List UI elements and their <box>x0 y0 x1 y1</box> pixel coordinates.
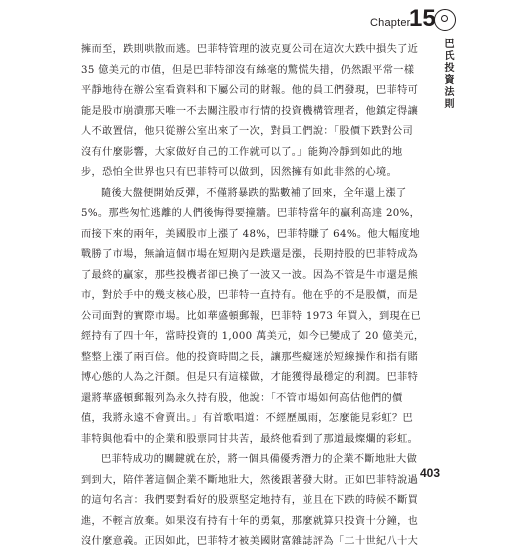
side-tab-char: 法 <box>444 87 455 98</box>
text-line: 能是股市崩潰那天唯一不去關注股市行情的投資機構管理者，他鎮定得讓 <box>81 105 419 117</box>
text-line: 菲特與他看中的企業和股票同甘共苦，最終他看到了那道最燦爛的彩虹。 <box>81 433 419 445</box>
page-number: 403 <box>420 466 441 480</box>
side-tab-char: 資 <box>444 75 455 86</box>
text-line: 到到大，陪伴著這個企業不斷地壯大，然後跟著發大財。正如巴菲特說過 <box>81 474 419 486</box>
text-line: 沒有什麼影響，大家做好自己的工作就可以了。」能夠冷靜到如此的地 <box>81 146 403 158</box>
text-line: 人不敢置信，他只從辦公室出來了一次，對員工們說：「股價下跌對公司 <box>81 126 414 137</box>
chapter-number: 15 <box>409 5 436 32</box>
paragraph-first-line: 隨後大盤便開始反彈，不僅將暴跌的點數補了回來，全年還上漲了 <box>101 187 407 199</box>
text-line: 博心態的人為之汗顏。但是只有這樣做，才能獲得最穩定的利潤。巴菲特 <box>81 372 419 383</box>
text-line: 的這句名言：我們要對看好的股票堅定地持有，並且在下跌的時候不斷買 <box>81 495 419 506</box>
text-line: 戰勝了市場，無論這個市場在短期內是跌還是漲，長期持股的巴菲特成為 <box>81 249 419 260</box>
chapter-label: Chapter <box>370 17 411 29</box>
text-line: 經持有了四十年，當時投資的 1,000 萬美元，如今已變成了 20 億美元， <box>81 331 425 342</box>
text-line: 35 億美元的市值，但是巴菲特卻沒有絲毫的驚慌失措，仍然跟平常一樣 <box>81 64 415 76</box>
text-line: 5%。那些匆忙逃離的人們後悔得要撞牆。巴菲特當年的贏利高達 20%， <box>81 208 421 219</box>
text-line: 還將華盛頓郵報列為永久持有股，他說：「不管市場如何高估他們的價 <box>81 392 403 404</box>
text-line: 擁而至，跌則哄散而逃。巴菲特管理的波克夏公司在這次大跌中損失了近 <box>81 44 419 55</box>
text-line: 值，我將永遠不會賣出。」有首歌唱道：不經歷風雨，怎麼能見彩虹？巴 <box>81 413 414 424</box>
text-line: 公司面對的實際市場。比如華盛頓郵報，巴菲特 1973 年買入，到現在已 <box>81 310 422 322</box>
text-line: 平靜地待在辦公室看資料和下屬公司的財報。他的員工們發現，巴菲特可 <box>81 85 419 96</box>
text-line: 步，恐怕全世界也只有巴菲特可以做到，因然擁有如此非然的心境。 <box>81 167 398 178</box>
side-tab-char: 巴 <box>444 39 455 50</box>
text-line: 進，不輕言放棄。如果沒有持有十年的勇氣，那麼就算只投資十分鐘，也 <box>81 515 419 527</box>
paragraph-first-line: 巴菲特成功的關鍵就在於，將一個具備優秀潛力的企業不斷地壯大做 <box>101 454 418 465</box>
text-line: 而接下來的兩年，美國股市上漲了 48%，巴菲特賺了 64%。他大幅度地 <box>81 228 421 240</box>
text-line: 了最終的贏家，那些投機者卻已換了一波又一波。因為不管是牛市還是熊 <box>81 269 419 281</box>
text-line: 整整上漲了兩百倍。他的投資時間之長，讓那些癡迷於短線操作和指有賭 <box>81 351 419 363</box>
chapter-circle-icon <box>434 9 456 31</box>
text-line: 市，對於手中的幾支核心股，巴菲特一直持有。他在乎的不是股價，而是 <box>81 290 419 301</box>
text-line: 沒什麼意義。正因如此，巴菲特才被美國財富雜誌評為「二十世紀八十大 <box>81 536 419 547</box>
side-tab-char: 則 <box>444 99 455 110</box>
side-tab-char: 氏 <box>444 51 455 62</box>
side-tab-char: 投 <box>444 63 455 74</box>
side-section-tab <box>443 39 456 111</box>
body-text <box>81 40 441 553</box>
